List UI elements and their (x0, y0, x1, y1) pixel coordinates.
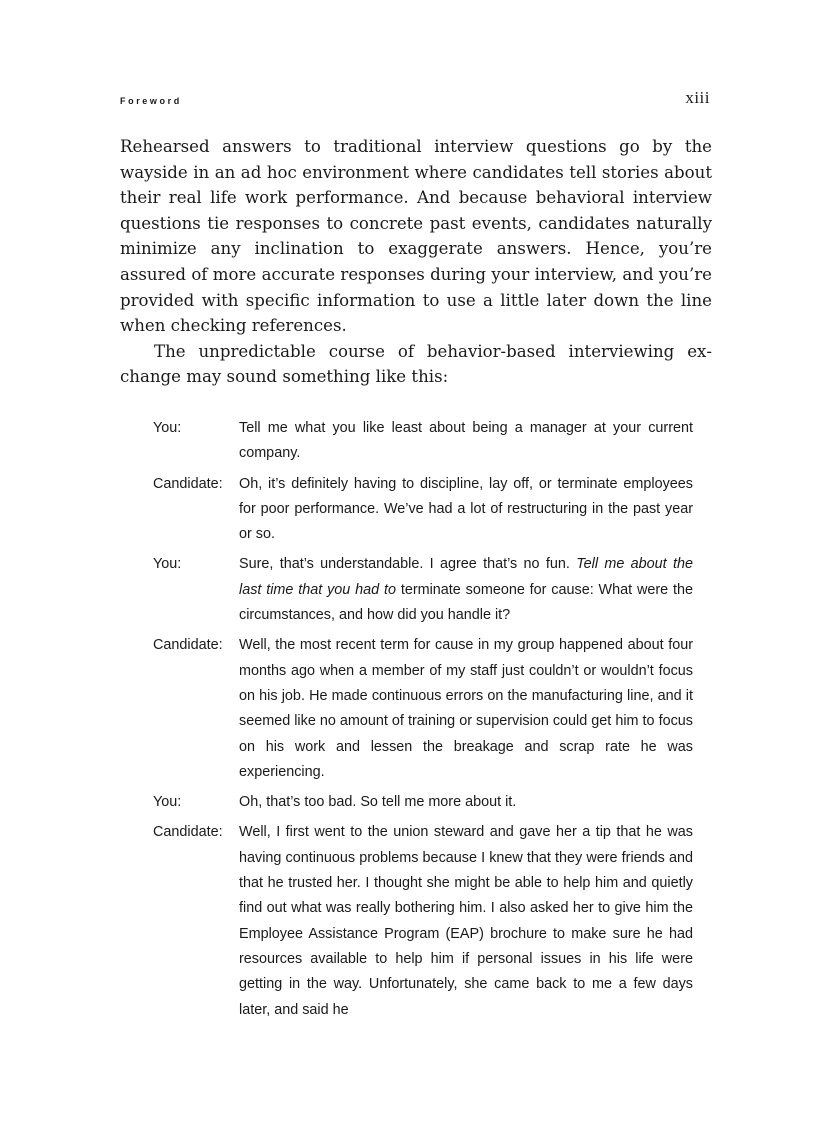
dialogue (153, 416, 693, 1028)
running-head: Foreword (120, 96, 182, 106)
dialogue-turn (153, 820, 693, 1022)
dialogue-turn (153, 790, 693, 815)
dialogue-turn (153, 416, 693, 467)
body-text (120, 134, 712, 390)
speaker-label: Candidate: (153, 824, 223, 841)
speech-text: Oh, it’s definitely having to discipline, lay off, or terminate employees for poor performance. We’ve had a lot of restructuring in the past year or so. (239, 475, 693, 543)
speech-text (239, 552, 693, 628)
page-number: xiii (685, 88, 710, 107)
speech-text: Oh, that’s too bad. So tell me more about it. (239, 794, 517, 811)
dialogue-turn (153, 472, 693, 548)
speech-text-plain: terminate someone for cause: What were the circumstances, and how did you handle it? (239, 581, 693, 624)
speaker-label: Candidate: (153, 637, 223, 654)
speech-text-italic: Tell me about the last time that you had to (239, 556, 693, 598)
dialogue-turn (153, 633, 693, 785)
speaker-label: You: (153, 794, 182, 811)
speech-text: Well, I first went to the union steward and gave her a tip that he was having continuous problems because I knew that they were friends and that he trusted her. I thought she might be able to help him and quietly find out what was really bothering him. I also asked her to give him the Employee Assistance Program (EAP) brochure to make sure he had resources available to help him if personal issues in his life were getting in the way. Unfortunately, she came back to me a few days later, and said he (239, 824, 693, 1018)
speech-text-plain: Sure, that’s understandable. I agree that’s no fun. (239, 556, 577, 573)
speaker-label: You: (153, 420, 182, 436)
speech-text: Tell me what you like least about being a manager at your current company. (239, 420, 693, 462)
speech-text: Well, the most recent term for cause in my group happened about four months ago when a member of my staff just couldn’t or wouldn’t focus on his job. He made continuous errors on the manufacturing line, and it seemed like no amount of training or supervision could get him to focus on his work and lessen the breakage and scrap rate he was experiencing. (239, 637, 693, 780)
paragraph: The unpredictable course of behavior-based interviewing exchange may sound something like this: (120, 341, 712, 387)
speaker-label: Candidate: (153, 475, 223, 492)
dialogue-turn (153, 552, 693, 628)
speaker-label: You: (153, 556, 182, 573)
paragraph: Rehearsed answers to traditional interview questions go by the wayside in an ad hoc environment where candidates tell stories about their real life work performance. And because behavioral interview questions tie responses to concrete past events, candidates naturally minimize any inclination to exaggerate answers. Hence, you’re assured of more accurate responses during your interview, and you’re provided with specific information to use a little later down the line when checking references. (120, 137, 712, 336)
